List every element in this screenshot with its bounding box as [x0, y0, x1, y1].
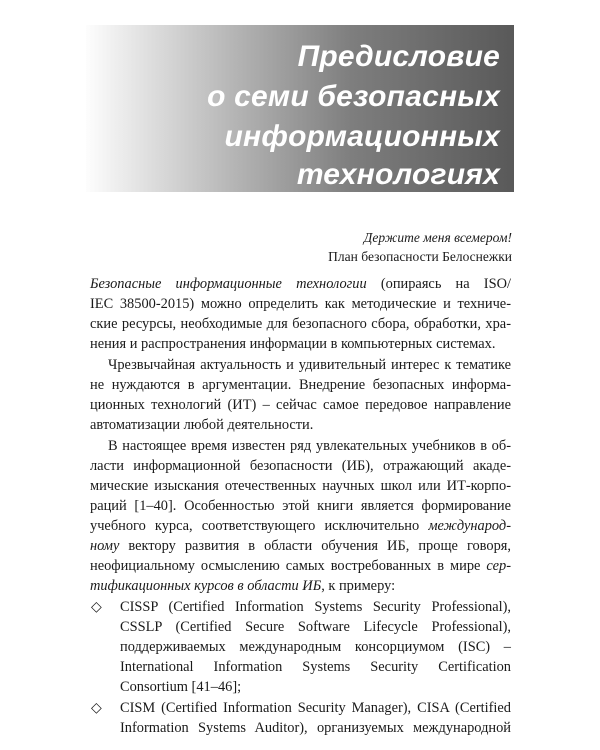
emphasis-term: ному: [90, 538, 120, 554]
paragraph-3-line-2: ласти информационной безопасности (ИБ), отражающий акаде-: [90, 458, 511, 474]
paragraph-3-line-8: [90, 576, 511, 596]
paragraph-3-line-1: В настоящее время известен ряд увлекательных учебников в об-: [108, 438, 511, 454]
chapter-title-line-1: Предисловие: [297, 40, 500, 73]
paragraph-2-line-1: Чрезвычайная актуальность и удивительный интерес к тематике: [108, 357, 511, 373]
paragraph-1-line-3: ские ресурсы, необходимые для безопасного сбора, обработки, хра-: [90, 316, 511, 332]
paragraph-3-line-4: раций [1–40]. Особенностью этой книги является формирование: [90, 498, 511, 514]
bullet-1-line-4: International Information Systems Security Certification: [120, 659, 511, 675]
bullet-1-line-3: поддерживаемых международным консорциумом (ISC) –: [120, 639, 511, 655]
text-run: (опираясь на ISO/: [366, 276, 511, 292]
emphasis-term: сер-: [486, 558, 511, 574]
paragraph-3-line-7: [90, 556, 511, 576]
text-run: неофициальному осмыслению самых востребованных в мире: [90, 558, 487, 574]
emphasis-term: международ-: [428, 518, 511, 534]
bullet-2-line-2: Information Systems Auditor), организуемых международной: [120, 720, 511, 736]
text-run: , к примеру:: [321, 578, 396, 594]
chapter-title-line-3: информационных: [224, 120, 500, 153]
paragraph-2-line-2: не нуждаются в аргументации. Внедрение безопасных информа-: [90, 377, 511, 393]
chapter-title-banner: [86, 25, 514, 192]
paragraph-1-line-1: [90, 274, 511, 294]
text-run: вектору развития в области обучения ИБ, проще говоря,: [119, 538, 511, 554]
paragraph-2-line-4: автоматизации любой деятельности.: [90, 417, 314, 433]
bullet-1-line-2: CSSLP (Certified Secure Software Lifecycle Professional),: [120, 619, 511, 635]
paragraph-3-line-5: [90, 516, 511, 536]
diamond-bullet-icon: ◇: [91, 599, 102, 615]
bullet-2-line-1: CISM (Certified Information Security Manager), CISA (Certified: [120, 700, 511, 716]
epigraph-source: План безопасности Белоснежки: [328, 249, 512, 264]
chapter-title-line-4: технологиях: [296, 158, 500, 191]
paragraph-3-line-6: [90, 536, 511, 556]
bullet-1-line-5: Consortium [41–46];: [120, 679, 242, 695]
emphasis-term: Безопасные информационные технологии: [90, 276, 367, 292]
paragraph-1-line-2: IEC 38500-2015) можно определить как методические и техниче-: [90, 296, 511, 312]
chapter-title-line-2: о семи безопасных: [207, 80, 500, 113]
text-run: учебного курса, соответствующего исключительно: [90, 518, 429, 534]
emphasis-term: тификационных курсов в области ИБ: [90, 578, 322, 594]
bullet-1-line-1: CISSP (Certified Information Systems Security Professional),: [120, 599, 511, 615]
paragraph-3-line-3: мические изыскания отечественных научных школ или ИТ-корпо-: [90, 478, 511, 494]
epigraph-quote: Держите меня всемером!: [363, 230, 512, 245]
diamond-bullet-icon: ◇: [91, 700, 102, 716]
paragraph-2-line-3: ционных технологий (ИТ) – сейчас самое передовое направление: [90, 397, 511, 413]
paragraph-1-line-4: нения и распространения информации в компьютерных системах.: [90, 336, 496, 352]
